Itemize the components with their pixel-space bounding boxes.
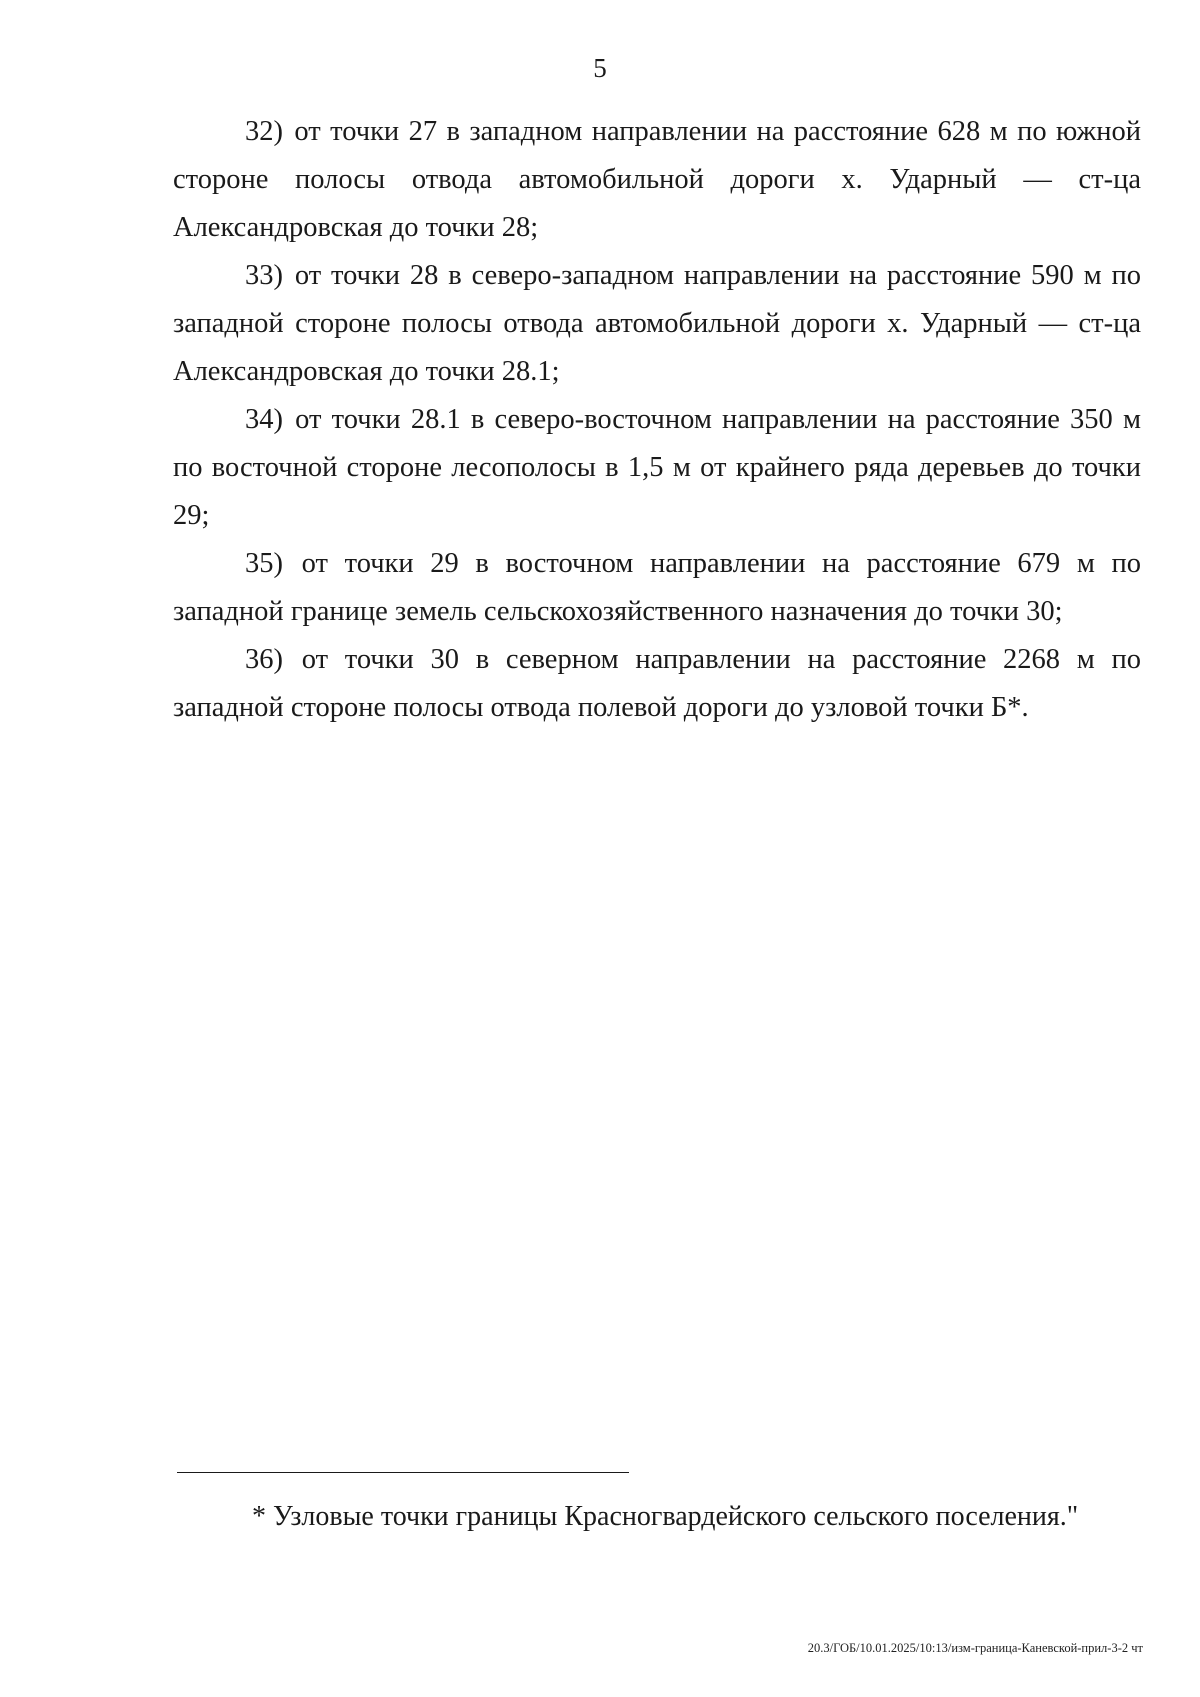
item-text: от точки 27 в западном направлении на расстояние 628 м по южной стороне полосы отвода автомобильной дороги х. Ударный — ст-ца Александровская до точки 28;: [173, 116, 1142, 243]
item-number: 32): [245, 116, 283, 147]
footnote-divider: [177, 1472, 629, 1473]
item-number: 34): [245, 404, 283, 435]
document-body: [173, 108, 1141, 732]
item-text: от точки 28 в северо-западном направлении на расстояние 590 м по западной стороне полосы отвода автомобильной дороги х. Ударный — ст-ца Александровская до точки 28.1;: [173, 260, 1142, 387]
item-number: 33): [245, 260, 283, 291]
item-text: от точки 28.1 в северо-восточном направлении на расстояние 350 м по восточной стороне лесополосы в 1,5 м от крайнего ряда деревьев до точки 29;: [173, 404, 1142, 531]
list-item-33: [173, 252, 1141, 396]
document-code: 20.3/ГОБ/10.01.2025/10:13/изм-граница-Каневской-прил-3-2 чт: [807, 1641, 1143, 1655]
footnote: * Узловые точки границы Красногвардейского сельского поселения.": [252, 1501, 1079, 1532]
list-item-35: [173, 540, 1141, 636]
item-text: от точки 30 в северном направлении на расстояние 2268 м по западной стороне полосы отвода полевой дороги до узловой точки Б*.: [173, 644, 1142, 723]
list-item-36: [173, 636, 1141, 732]
list-item-34: [173, 396, 1141, 540]
list-item-32: [173, 108, 1141, 252]
item-number: 35): [245, 548, 283, 579]
page-number: 5: [593, 53, 607, 83]
item-text: от точки 29 в восточном направлении на расстояние 679 м по западной границе земель сельскохозяйственного назначения до точки 30;: [173, 548, 1141, 627]
item-number: 36): [245, 644, 283, 675]
